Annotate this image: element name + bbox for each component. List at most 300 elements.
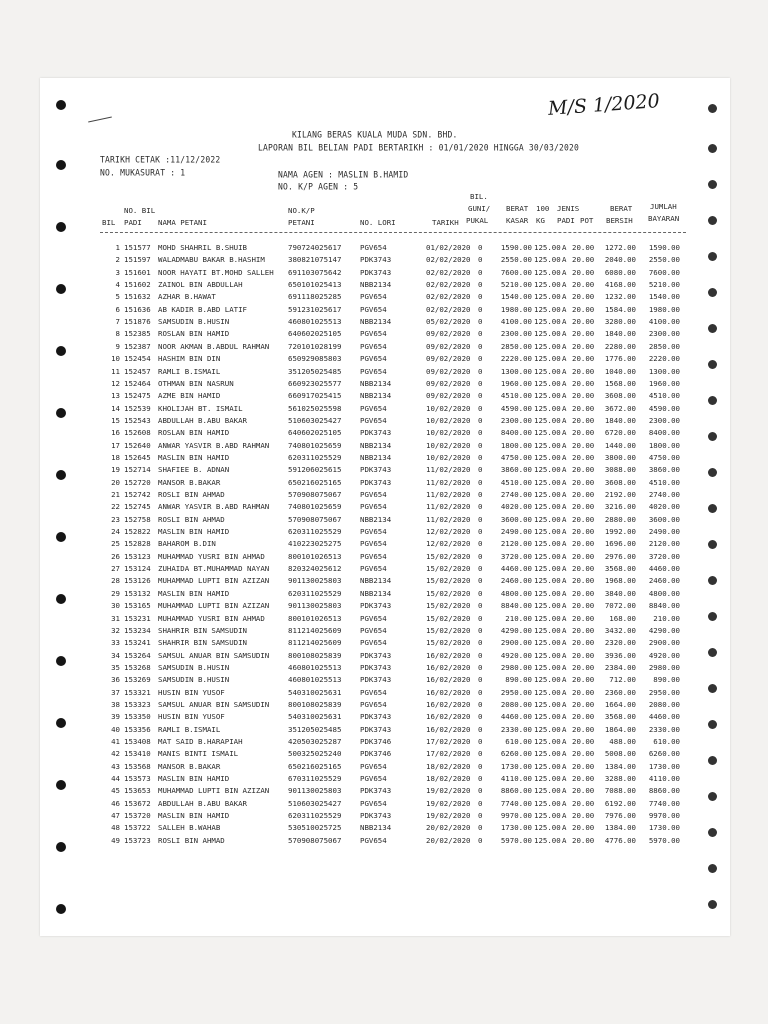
table-row: [0, 798, 768, 810]
cell-jenis-padi: A: [562, 823, 567, 833]
cell-berat-kasar: 3860.00: [500, 465, 532, 475]
cell-bil: 4: [115, 280, 120, 290]
cell-no-bil: 152745: [124, 502, 151, 512]
cell-bil: 44: [111, 774, 120, 784]
cell-pukal: 0: [478, 761, 483, 771]
cell-per-100kg: 125.00: [534, 613, 561, 623]
cell-bil: 17: [111, 440, 120, 450]
cell-no-kp: 591206025615: [288, 465, 342, 475]
cell-jumlah-bayaran: 4290.00: [648, 625, 680, 635]
cell-tarikh: 10/02/2020: [426, 403, 471, 413]
cell-jenis-padi: A: [562, 625, 567, 635]
cell-berat-kasar: 2950.00: [500, 687, 532, 697]
header-jumlah: JUMLAH: [650, 202, 677, 211]
table-row: [0, 773, 768, 785]
cell-jenis-padi: A: [562, 576, 567, 586]
cell-tarikh: 11/02/2020: [426, 465, 471, 475]
cell-nama-petani: MUHAMMAD LUPTI BIN AZIZAN: [158, 576, 270, 586]
cell-berat-bersih: 3280.00: [604, 317, 636, 327]
cell-no-kp: 691118025285: [288, 292, 342, 302]
cell-berat-kasar: 2220.00: [500, 354, 532, 364]
cell-jumlah-bayaran: 7740.00: [648, 798, 680, 808]
cell-nama-petani: BAHAROM B.DIN: [158, 539, 216, 549]
cell-bil: 31: [111, 613, 120, 623]
cell-pukal: 0: [478, 366, 483, 376]
cell-tarikh: 15/02/2020: [426, 588, 471, 598]
cell-pukal: 0: [478, 650, 483, 660]
cell-pot: 20.00: [572, 292, 595, 302]
cell-no-bil: 153234: [124, 625, 151, 635]
cell-per-100kg: 125.00: [534, 650, 561, 660]
cell-tarikh: 09/02/2020: [426, 391, 471, 401]
cell-berat-kasar: 4020.00: [500, 502, 532, 512]
cell-no-bil: 153231: [124, 613, 151, 623]
table-row: [0, 724, 768, 736]
cell-berat-kasar: 1730.00: [500, 823, 532, 833]
cell-jumlah-bayaran: 6260.00: [648, 749, 680, 759]
cell-berat-bersih: 2976.00: [604, 551, 636, 561]
cell-jenis-padi: A: [562, 811, 567, 821]
header-padi: PADI: [124, 218, 142, 227]
cell-nama-petani: ABDULLAH B.ABU BAKAR: [158, 798, 247, 808]
cell-bil: 36: [111, 675, 120, 685]
header-bil: BIL: [102, 218, 116, 227]
cell-jenis-padi: A: [562, 514, 567, 524]
cell-nama-petani: ZUHAIDA BT.MUHAMMAD NAYAN: [158, 564, 270, 574]
agent-name: NAMA AGEN : MASLIN B.HAMID: [278, 170, 409, 180]
cell-no-kp: 740801025659: [288, 440, 342, 450]
cell-berat-bersih: 7976.00: [604, 811, 636, 821]
cell-jenis-padi: A: [562, 675, 567, 685]
cell-pot: 20.00: [572, 378, 595, 388]
cell-bil: 43: [111, 761, 120, 771]
cell-bil: 33: [111, 638, 120, 648]
cell-per-100kg: 125.00: [534, 255, 561, 265]
cell-jenis-padi: A: [562, 588, 567, 598]
cell-per-100kg: 125.00: [534, 403, 561, 413]
cell-no-lori: PDK3743: [360, 662, 392, 672]
cell-pot: 20.00: [572, 465, 595, 475]
cell-pukal: 0: [478, 724, 483, 734]
cell-pot: 20.00: [572, 835, 595, 845]
cell-no-bil: 153132: [124, 588, 151, 598]
cell-bil: 26: [111, 551, 120, 561]
cell-no-kp: 820324025612: [288, 564, 342, 574]
cell-tarikh: 11/02/2020: [426, 477, 471, 487]
cell-no-kp: 901130025803: [288, 576, 342, 586]
cell-berat-bersih: 2384.00: [604, 662, 636, 672]
cell-bil: 2: [115, 255, 120, 265]
cell-berat-bersih: 3568.00: [604, 712, 636, 722]
cell-nama-petani: ABDULLAH B.ABU BAKAR: [158, 415, 247, 425]
cell-berat-bersih: 2040.00: [604, 255, 636, 265]
cell-no-bil: 153269: [124, 675, 151, 685]
cell-no-lori: PGV654: [360, 292, 387, 302]
cell-pot: 20.00: [572, 786, 595, 796]
cell-nama-petani: MASLIN BIN HAMID: [158, 452, 230, 462]
table-row: [0, 328, 768, 340]
cell-no-lori: NBB2134: [360, 378, 392, 388]
cell-berat-bersih: 168.00: [609, 613, 636, 623]
header-lori: NO. LORI: [360, 218, 396, 227]
cell-no-kp: 800101026513: [288, 551, 342, 561]
cell-nama-petani: NOOR HAYATI BT.MOHD SALLEH: [158, 267, 274, 277]
cell-berat-kasar: 1960.00: [500, 378, 532, 388]
cell-no-kp: 660923025577: [288, 378, 342, 388]
cell-nama-petani: AZME BIN HAMID: [158, 391, 221, 401]
header-bayaran: BAYARAN: [648, 214, 680, 223]
cell-no-lori: NBB2134: [360, 576, 392, 586]
cell-per-100kg: 125.00: [534, 564, 561, 574]
cell-tarikh: 02/02/2020: [426, 292, 471, 302]
cell-nama-petani: ROSLI BIN AHMAD: [158, 835, 225, 845]
cell-berat-kasar: 4100.00: [500, 317, 532, 327]
cell-jumlah-bayaran: 2080.00: [648, 699, 680, 709]
table-row: [0, 378, 768, 390]
cell-jumlah-bayaran: 1540.00: [648, 292, 680, 302]
cell-pukal: 0: [478, 280, 483, 290]
cell-jenis-padi: A: [562, 749, 567, 759]
cell-tarikh: 09/02/2020: [426, 378, 471, 388]
cell-berat-kasar: 8400.00: [500, 428, 532, 438]
cell-no-bil: 153264: [124, 650, 151, 660]
cell-no-kp: 650216025165: [288, 761, 342, 771]
cell-berat-bersih: 1664.00: [604, 699, 636, 709]
cell-berat-kasar: 4110.00: [500, 774, 532, 784]
cell-per-100kg: 125.00: [534, 465, 561, 475]
cell-no-lori: PGV654: [360, 687, 387, 697]
cell-pot: 20.00: [572, 761, 595, 771]
cell-pot: 20.00: [572, 428, 595, 438]
cell-no-bil: 151602: [124, 280, 151, 290]
cell-no-lori: PDK3743: [360, 267, 392, 277]
cell-pot: 20.00: [572, 588, 595, 598]
cell-pot: 20.00: [572, 527, 595, 537]
table-row: [0, 538, 768, 550]
cell-tarikh: 16/02/2020: [426, 675, 471, 685]
cell-berat-bersih: 3608.00: [604, 391, 636, 401]
header-rule: [100, 232, 686, 233]
cell-jumlah-bayaran: 8840.00: [648, 601, 680, 611]
table-row: [0, 785, 768, 797]
cell-no-kp: 640602025105: [288, 428, 342, 438]
cell-jenis-padi: A: [562, 304, 567, 314]
cell-no-kp: 650216025165: [288, 477, 342, 487]
cell-tarikh: 17/02/2020: [426, 749, 471, 759]
cell-per-100kg: 125.00: [534, 341, 561, 351]
cell-per-100kg: 125.00: [534, 304, 561, 314]
cell-jenis-padi: A: [562, 391, 567, 401]
cell-berat-kasar: 2850.00: [500, 341, 532, 351]
cell-jumlah-bayaran: 4460.00: [648, 564, 680, 574]
cell-no-lori: PDK3743: [360, 786, 392, 796]
cell-per-100kg: 125.00: [534, 551, 561, 561]
cell-no-lori: PDK3743: [360, 675, 392, 685]
cell-tarikh: 01/02/2020: [426, 243, 471, 252]
cell-bil: 1: [115, 243, 120, 252]
cell-jenis-padi: A: [562, 490, 567, 499]
cell-nama-petani: MASLIN BIN HAMID: [158, 588, 230, 598]
header-tarikh: TARIKH: [432, 218, 459, 227]
cell-berat-kasar: 2080.00: [500, 699, 532, 709]
cell-berat-bersih: 1440.00: [604, 440, 636, 450]
table-row: [0, 254, 768, 266]
cell-per-100kg: 125.00: [534, 687, 561, 697]
cell-jenis-padi: A: [562, 267, 567, 277]
cell-tarikh: 09/02/2020: [426, 329, 471, 339]
cell-pukal: 0: [478, 551, 483, 561]
cell-no-kp: 540310025631: [288, 687, 342, 697]
cell-no-lori: PGV654: [360, 366, 387, 376]
cell-per-100kg: 125.00: [534, 786, 561, 796]
cell-no-bil: 153241: [124, 638, 151, 648]
cell-berat-kasar: 3720.00: [500, 551, 532, 561]
cell-no-bil: 152464: [124, 378, 151, 388]
cell-jumlah-bayaran: 8400.00: [648, 428, 680, 438]
cell-jenis-padi: A: [562, 712, 567, 722]
cell-jumlah-bayaran: 4100.00: [648, 317, 680, 327]
cell-jenis-padi: A: [562, 341, 567, 351]
cell-jenis-padi: A: [562, 292, 567, 302]
cell-jumlah-bayaran: 2490.00: [648, 527, 680, 537]
cell-nama-petani: HUSIN BIN YUSOF: [158, 712, 225, 722]
cell-jumlah-bayaran: 4510.00: [648, 391, 680, 401]
cell-tarikh: 02/02/2020: [426, 255, 471, 265]
table-row: [0, 316, 768, 328]
cell-tarikh: 09/02/2020: [426, 354, 471, 364]
cell-nama-petani: MUHAMMAD LUPTI BIN AZIZAN: [158, 786, 270, 796]
cell-pukal: 0: [478, 329, 483, 339]
cell-no-lori: NBB2134: [360, 588, 392, 598]
cell-berat-kasar: 9970.00: [500, 811, 532, 821]
page-number: NO. MUKASURAT : 1: [100, 168, 186, 178]
handwritten-note: M/S 1/2020: [547, 90, 661, 120]
cell-tarikh: 11/02/2020: [426, 514, 471, 524]
cell-berat-kasar: 1300.00: [500, 366, 532, 376]
cell-jenis-padi: A: [562, 539, 567, 549]
cell-bil: 12: [111, 378, 120, 388]
cell-no-kp: 510603025427: [288, 798, 342, 808]
cell-per-100kg: 125.00: [534, 354, 561, 364]
cell-jenis-padi: A: [562, 798, 567, 808]
table-row: [0, 353, 768, 365]
cell-pot: 20.00: [572, 354, 595, 364]
cell-jumlah-bayaran: 1590.00: [648, 243, 680, 252]
cell-jenis-padi: A: [562, 761, 567, 771]
cell-tarikh: 15/02/2020: [426, 638, 471, 648]
cell-tarikh: 10/02/2020: [426, 452, 471, 462]
cell-jumlah-bayaran: 9970.00: [648, 811, 680, 821]
cell-per-100kg: 125.00: [534, 761, 561, 771]
table-row: [0, 526, 768, 538]
print-date: TARIKH CETAK :11/12/2022: [100, 155, 221, 165]
cell-pot: 20.00: [572, 539, 595, 549]
cell-nama-petani: MUHAMMAD LUPTI BIN AZIZAN: [158, 601, 270, 611]
cell-pot: 20.00: [572, 613, 595, 623]
cell-berat-bersih: 1568.00: [604, 378, 636, 388]
cell-no-bil: 151601: [124, 267, 151, 277]
cell-no-kp: 901130025803: [288, 786, 342, 796]
cell-pukal: 0: [478, 490, 483, 499]
cell-berat-bersih: 1040.00: [604, 366, 636, 376]
cell-jumlah-bayaran: 890.00: [653, 675, 680, 685]
cell-nama-petani: HASHIM BIN DIN: [158, 354, 221, 364]
cell-no-kp: 460801025513: [288, 662, 342, 672]
cell-no-lori: NBB2134: [360, 823, 392, 833]
cell-no-bil: 153323: [124, 699, 151, 709]
table-row: [0, 674, 768, 686]
cell-no-lori: PDK3746: [360, 737, 392, 746]
cell-per-100kg: 125.00: [534, 391, 561, 401]
cell-tarikh: 15/02/2020: [426, 551, 471, 561]
cell-no-bil: 153720: [124, 811, 151, 821]
cell-pukal: 0: [478, 675, 483, 685]
cell-jumlah-bayaran: 4110.00: [648, 774, 680, 784]
cell-berat-kasar: 4920.00: [500, 650, 532, 660]
cell-bil: 35: [111, 662, 120, 672]
cell-pot: 20.00: [572, 317, 595, 327]
cell-tarikh: 05/02/2020: [426, 317, 471, 327]
cell-berat-kasar: 7600.00: [500, 267, 532, 277]
cell-no-kp: 620311025529: [288, 527, 342, 537]
table-row: [0, 427, 768, 439]
cell-per-100kg: 125.00: [534, 243, 561, 252]
cell-no-lori: PGV654: [360, 341, 387, 351]
table-row: [0, 514, 768, 526]
cell-per-100kg: 125.00: [534, 502, 561, 512]
cell-no-bil: 153408: [124, 737, 151, 746]
cell-pukal: 0: [478, 811, 483, 821]
cell-no-lori: PDK3743: [360, 601, 392, 611]
cell-berat-kasar: 4590.00: [500, 403, 532, 413]
cell-nama-petani: SHAFIEE B. ADNAN: [158, 465, 230, 475]
header-berat-bersih-2: BERSIH: [606, 216, 633, 225]
cell-tarikh: 18/02/2020: [426, 761, 471, 771]
cell-no-lori: NBB2134: [360, 514, 392, 524]
table-row: [0, 464, 768, 476]
cell-tarikh: 02/02/2020: [426, 267, 471, 277]
cell-bil: 27: [111, 564, 120, 574]
cell-bil: 25: [111, 539, 120, 549]
table-row: [0, 711, 768, 723]
cell-berat-kasar: 4750.00: [500, 452, 532, 462]
cell-per-100kg: 125.00: [534, 724, 561, 734]
table-row: [0, 563, 768, 575]
cell-nama-petani: SAMSUL ANUAR BIN SAMSUDIN: [158, 699, 270, 709]
cell-pukal: 0: [478, 267, 483, 277]
cell-pukal: 0: [478, 428, 483, 438]
cell-no-kp: 691103075642: [288, 267, 342, 277]
cell-pukal: 0: [478, 576, 483, 586]
cell-per-100kg: 125.00: [534, 415, 561, 425]
cell-tarikh: 19/02/2020: [426, 811, 471, 821]
cell-no-kp: 351205025485: [288, 724, 342, 734]
cell-pukal: 0: [478, 452, 483, 462]
cell-pot: 20.00: [572, 403, 595, 413]
cell-pukal: 0: [478, 662, 483, 672]
cell-per-100kg: 125.00: [534, 675, 561, 685]
cell-per-100kg: 125.00: [534, 329, 561, 339]
cell-nama-petani: SAMSUDIN B.HUSIN: [158, 662, 230, 672]
cell-no-lori: PGV654: [360, 774, 387, 784]
table-row: [0, 242, 768, 254]
cell-pot: 20.00: [572, 724, 595, 734]
cell-berat-bersih: 1584.00: [604, 304, 636, 314]
cell-bil: 9: [115, 341, 120, 351]
cell-nama-petani: RAMLI B.ISMAIL: [158, 724, 221, 734]
cell-per-100kg: 125.00: [534, 477, 561, 487]
cell-berat-kasar: 1980.00: [500, 304, 532, 314]
cell-per-100kg: 125.00: [534, 490, 561, 499]
cell-per-100kg: 125.00: [534, 737, 561, 746]
cell-berat-bersih: 4168.00: [604, 280, 636, 290]
cell-tarikh: 16/02/2020: [426, 712, 471, 722]
cell-no-bil: 152385: [124, 329, 151, 339]
cell-tarikh: 20/02/2020: [426, 835, 471, 845]
cell-jumlah-bayaran: 2300.00: [648, 329, 680, 339]
cell-jumlah-bayaran: 3860.00: [648, 465, 680, 475]
cell-pukal: 0: [478, 317, 483, 327]
cell-per-100kg: 125.00: [534, 366, 561, 376]
cell-tarikh: 19/02/2020: [426, 786, 471, 796]
cell-no-lori: NBB2134: [360, 440, 392, 450]
table-row: [0, 736, 768, 748]
cell-jumlah-bayaran: 4020.00: [648, 502, 680, 512]
cell-berat-kasar: 2490.00: [500, 527, 532, 537]
cell-berat-bersih: 3608.00: [604, 477, 636, 487]
cell-jumlah-bayaran: 4590.00: [648, 403, 680, 413]
cell-berat-kasar: 2550.00: [500, 255, 532, 265]
header-100: 100: [536, 204, 550, 213]
cell-jumlah-bayaran: 610.00: [653, 737, 680, 746]
cell-no-kp: 650101025413: [288, 280, 342, 290]
cell-jumlah-bayaran: 2950.00: [648, 687, 680, 697]
cell-tarikh: 16/02/2020: [426, 650, 471, 660]
table-row: [0, 489, 768, 501]
cell-no-bil: 152822: [124, 527, 151, 537]
cell-bil: 23: [111, 514, 120, 524]
cell-pukal: 0: [478, 699, 483, 709]
header-pot: POT: [580, 216, 594, 225]
cell-tarikh: 16/02/2020: [426, 724, 471, 734]
cell-berat-kasar: 2330.00: [500, 724, 532, 734]
cell-bil: 5: [115, 292, 120, 302]
cell-jenis-padi: A: [562, 255, 567, 265]
cell-no-bil: 152828: [124, 539, 151, 549]
cell-pukal: 0: [478, 527, 483, 537]
cell-no-lori: PGV654: [360, 502, 387, 512]
cell-no-bil: 152640: [124, 440, 151, 450]
cell-jenis-padi: A: [562, 465, 567, 475]
cell-berat-bersih: 1840.00: [604, 415, 636, 425]
cell-pot: 20.00: [572, 255, 595, 265]
cell-no-lori: NBB2134: [360, 452, 392, 462]
cell-jumlah-bayaran: 4920.00: [648, 650, 680, 660]
header-pukal: PUKAL: [466, 216, 489, 225]
cell-berat-bersih: 1696.00: [604, 539, 636, 549]
cell-berat-bersih: 712.00: [609, 675, 636, 685]
table-row: [0, 403, 768, 415]
cell-no-bil: 152714: [124, 465, 151, 475]
cell-pukal: 0: [478, 823, 483, 833]
cell-no-lori: PGV654: [360, 638, 387, 648]
cell-jenis-padi: A: [562, 699, 567, 709]
cell-no-bil: 153672: [124, 798, 151, 808]
cell-no-bil: 151577: [124, 243, 151, 252]
table-row: [0, 575, 768, 587]
cell-nama-petani: ROSLAN BIN HAMID: [158, 428, 230, 438]
cell-nama-petani: MANIS BINTI ISMAIL: [158, 749, 239, 759]
